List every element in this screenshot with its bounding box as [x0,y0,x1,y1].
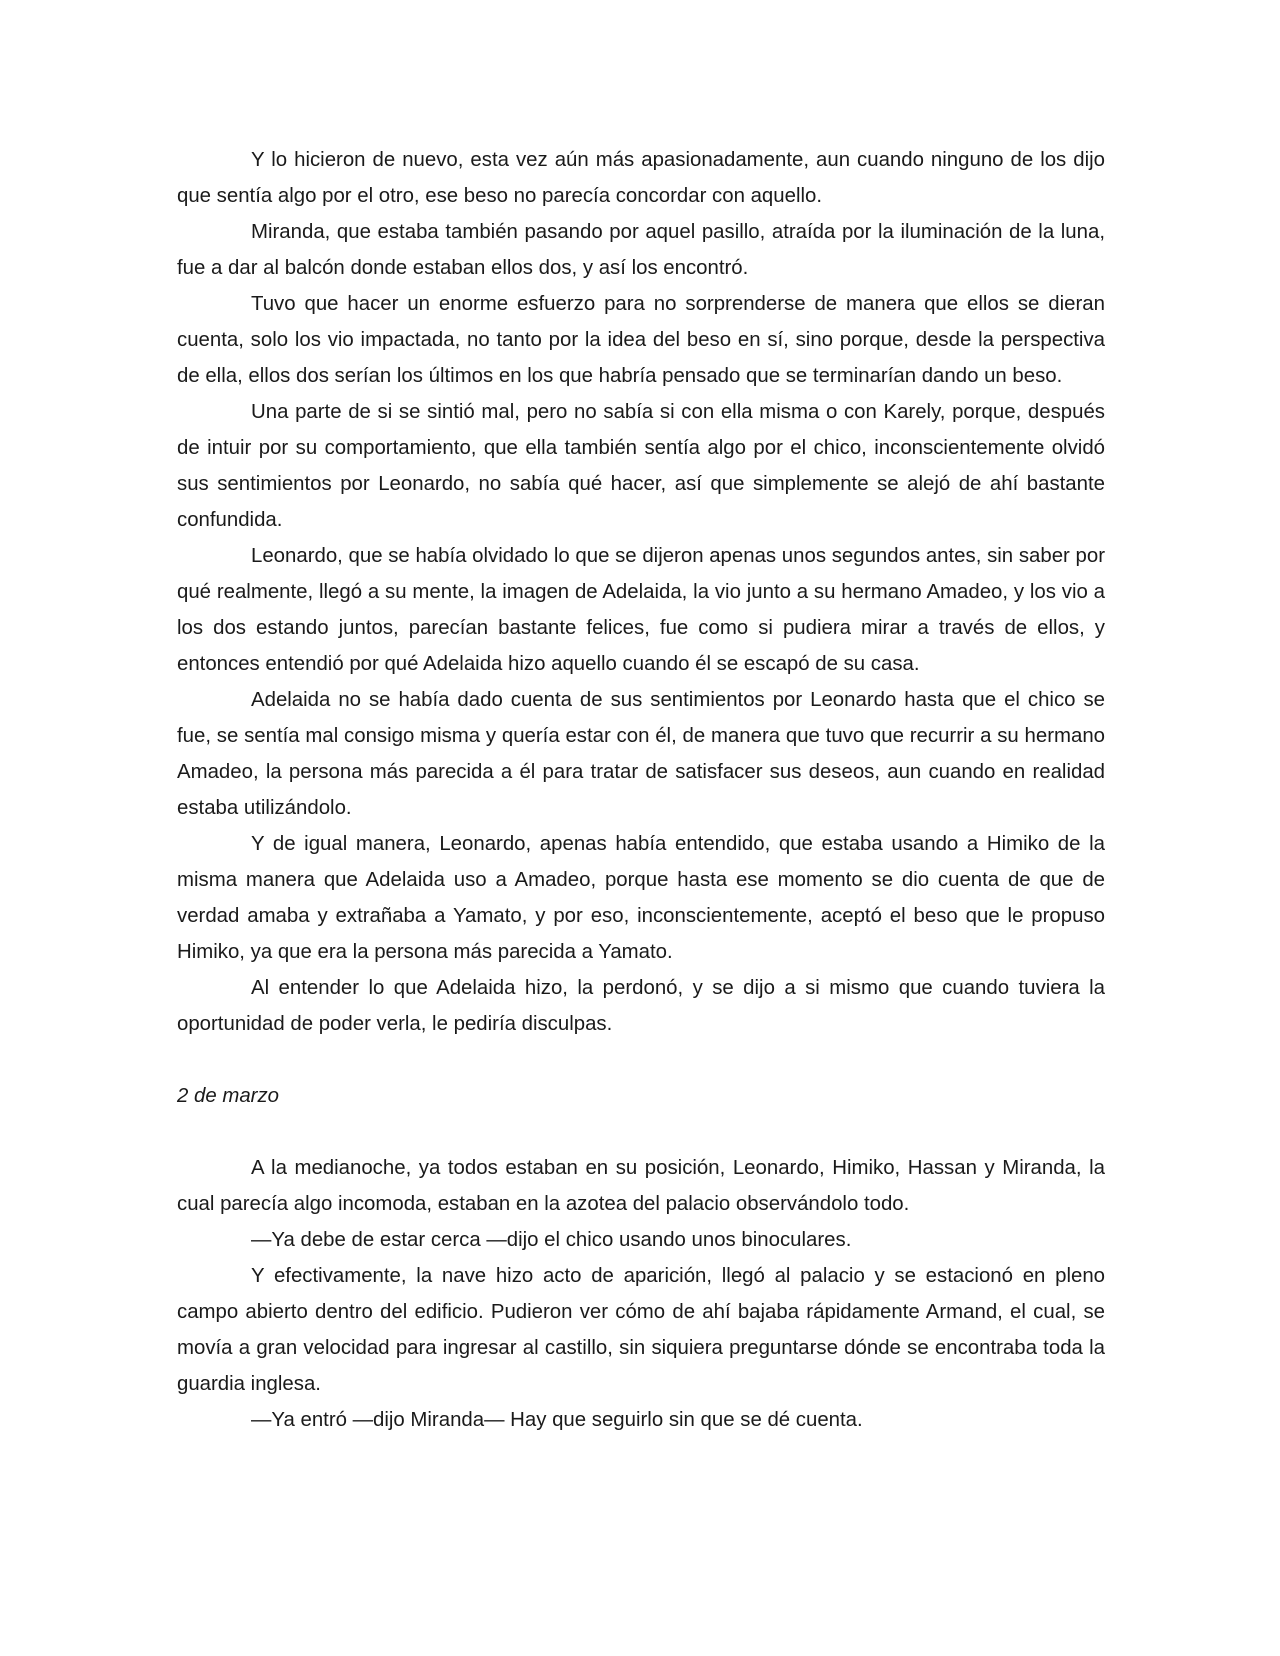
paragraph: Miranda, que estaba también pasando por aquel pasillo, atraída por la iluminación de la luna, fue a dar al balcón donde estaban ellos dos, y así los encontró. [177,221,1105,279]
paragraph: —Ya entró —dijo Miranda— Hay que seguirlo sin que se dé cuenta. [251,1409,863,1431]
paragraph: Tuvo que hacer un enorme esfuerzo para no sorprenderse de manera que ellos se dieran cuenta, solo los vio impactada, no tanto por la idea del beso en sí, sino porque, desde la perspectiva de ella, ellos dos serían los últimos en los que habría pensado que se terminarían dando un beso. [177,293,1105,387]
paragraph: Y efectivamente, la nave hizo acto de aparición, llegó al palacio y se estacionó en pleno campo abierto dentro del edificio. Pudieron ver cómo de ahí bajaba rápidamente Armand, el cual, se movía a gran velocidad para ingresar al castillo, sin siquiera preguntarse dónde se encontraba toda la guardia inglesa. [177,1265,1105,1395]
date-heading: 2 de marzo [177,1085,280,1107]
paragraph: Y de igual manera, Leonardo, apenas había entendido, que estaba usando a Himiko de la misma manera que Adelaida uso a Amadeo, porque hasta ese momento se dio cuenta de que de verdad amaba y extrañaba a Yamato, y por eso, inconscientemente, aceptó el beso que le propuso Himiko, ya que era la persona más parecida a Yamato. [177,833,1105,963]
paragraph: A la medianoche, ya todos estaban en su posición, Leonardo, Himiko, Hassan y Miranda, la cual parecía algo incomoda, estaban en la azotea del palacio observándolo todo. [177,1157,1105,1215]
paragraph: —Ya debe de estar cerca —dijo el chico usando unos binoculares. [251,1229,852,1251]
paragraph: Y lo hicieron de nuevo, esta vez aún más apasionadamente, aun cuando ninguno de los dijo que sentía algo por el otro, ese beso no parecía concordar con aquello. [177,149,1105,207]
paragraph: Leonardo, que se había olvidado lo que se dijeron apenas unos segundos antes, sin saber por qué realmente, llegó a su mente, la imagen de Adelaida, la vio junto a su hermano Amadeo, y los vio a los dos estando juntos, parecían bastante felices, fue como si pudiera mirar a través de ellos, y entonces entendió por qué Adelaida hizo aquello cuando él se escapó de su casa. [177,545,1105,675]
paragraph: Adelaida no se había dado cuenta de sus sentimientos por Leonardo hasta que el chico se fue, se sentía mal consigo misma y quería estar con él, de manera que tuvo que recurrir a su hermano Amadeo, la persona más parecida a él para tratar de satisfacer sus deseos, aun cuando en realidad estaba utilizándolo. [177,689,1105,819]
paragraph: Al entender lo que Adelaida hizo, la perdonó, y se dijo a si mismo que cuando tuviera la oportunidad de poder verla, le pediría disculpas. [177,977,1105,1035]
document-page [177,142,1105,1438]
paragraph: Una parte de si se sintió mal, pero no sabía si con ella misma o con Karely, porque, después de intuir por su comportamiento, que ella también sentía algo por el chico, inconscientemente olvidó sus sentimientos por Leonardo, no sabía qué hacer, así que simplemente se alejó de ahí bastante confundida. [177,401,1105,531]
